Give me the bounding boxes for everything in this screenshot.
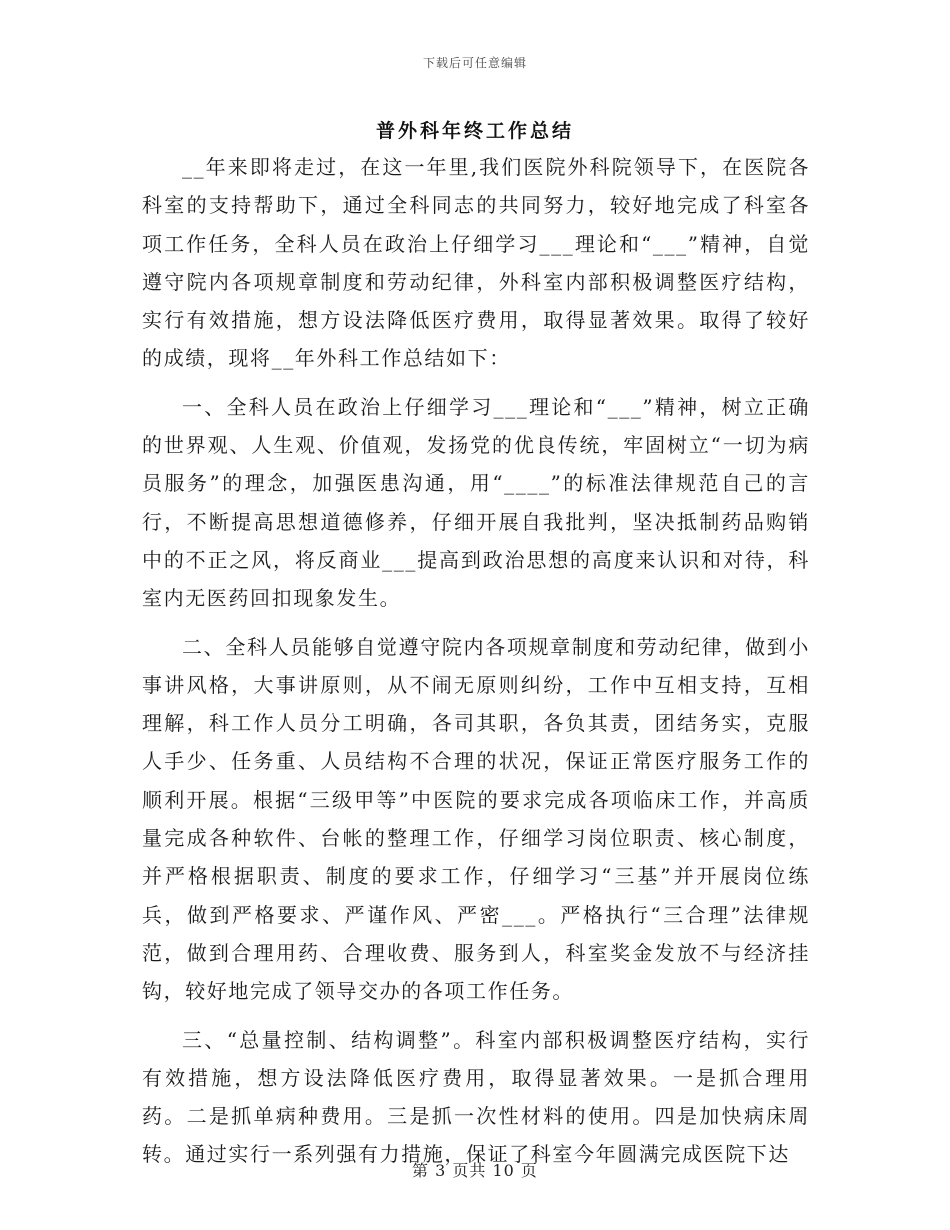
paragraph-section-3: 三、“总量控制、结构调整”。科室内部积极调整医疗结构，实行有效措施，想方设法降低医疗费用，取得显著效果。一是抓合理用药。二是抓单病种费用。三是抓一次性材料的使用。四是加快病床周转。通过实行一系列强有力措施，保证了科室今年圆满完成医院下达 bbox=[142, 1027, 810, 1167]
header-note: 下载后可任意编辑 bbox=[422, 56, 527, 70]
page-footer: 第 3 页共 10 页 bbox=[412, 1161, 538, 1180]
paragraph-section-1: 一、全科人员在政治上仔细学习___理论和“___”精神，树立正确的世界观、人生观、价值观，发扬党的优良传统，牢固树立“一切为病员服务”的理念，加强医患沟通，用“____”的标准法律规范自己的言行，不断提高思想道德修养，仔细开展自我批判，坚决抵制药品购销中的不正之风，将反商业___提高到政治思想的高度来认识和对待，科室内无医药回扣现象发生。 bbox=[142, 394, 810, 611]
paragraph-section-2: 二、全科人员能够自觉遵守院内各项规章制度和劳动纪律，做到小事讲风格，大事讲原则，从不闹无原则纠纷，工作中互相支持，互相理解，科工作人员分工明确，各司其职，各负其责，团结务实，克服人手少、任务重、人员结构不合理的状况，保证正常医疗服务工作的顺利开展。根据“三级甲等”中医院的要求完成各项临床工作，并高质量完成各种软件、台帐的整理工作，仔细学习岗位职责、核心制度，并严格根据职责、制度的要求工作，仔细学习“三基”并开展岗位练兵，做到严格要求、严谨作风、严密___。严格执行“三合理”法律规范，做到合理用药、合理收费、服务到人，科室奖金发放不与经济挂钩，较好地完成了领导交办的各项工作任务。 bbox=[142, 634, 810, 1004]
paragraph-intro: __年来即将走过，在这一年里,我们医院外科院领导下，在医院各科室的支持帮助下，通过全科同志的共同努力，较好地完成了科室各项工作任务，全科人员在政治上仔细学习___理论和“___”精神，自觉遵守院内各项规章制度和劳动纪律，外科室内部积极调整医疗结构，实行有效措施，想方设法降低医疗费用，取得显著效果。取得了较好的成绩，现将__年外科工作总结如下： bbox=[142, 155, 810, 371]
document-title: 普外科年终工作总结 bbox=[375, 120, 574, 142]
document-body bbox=[142, 148, 810, 1174]
